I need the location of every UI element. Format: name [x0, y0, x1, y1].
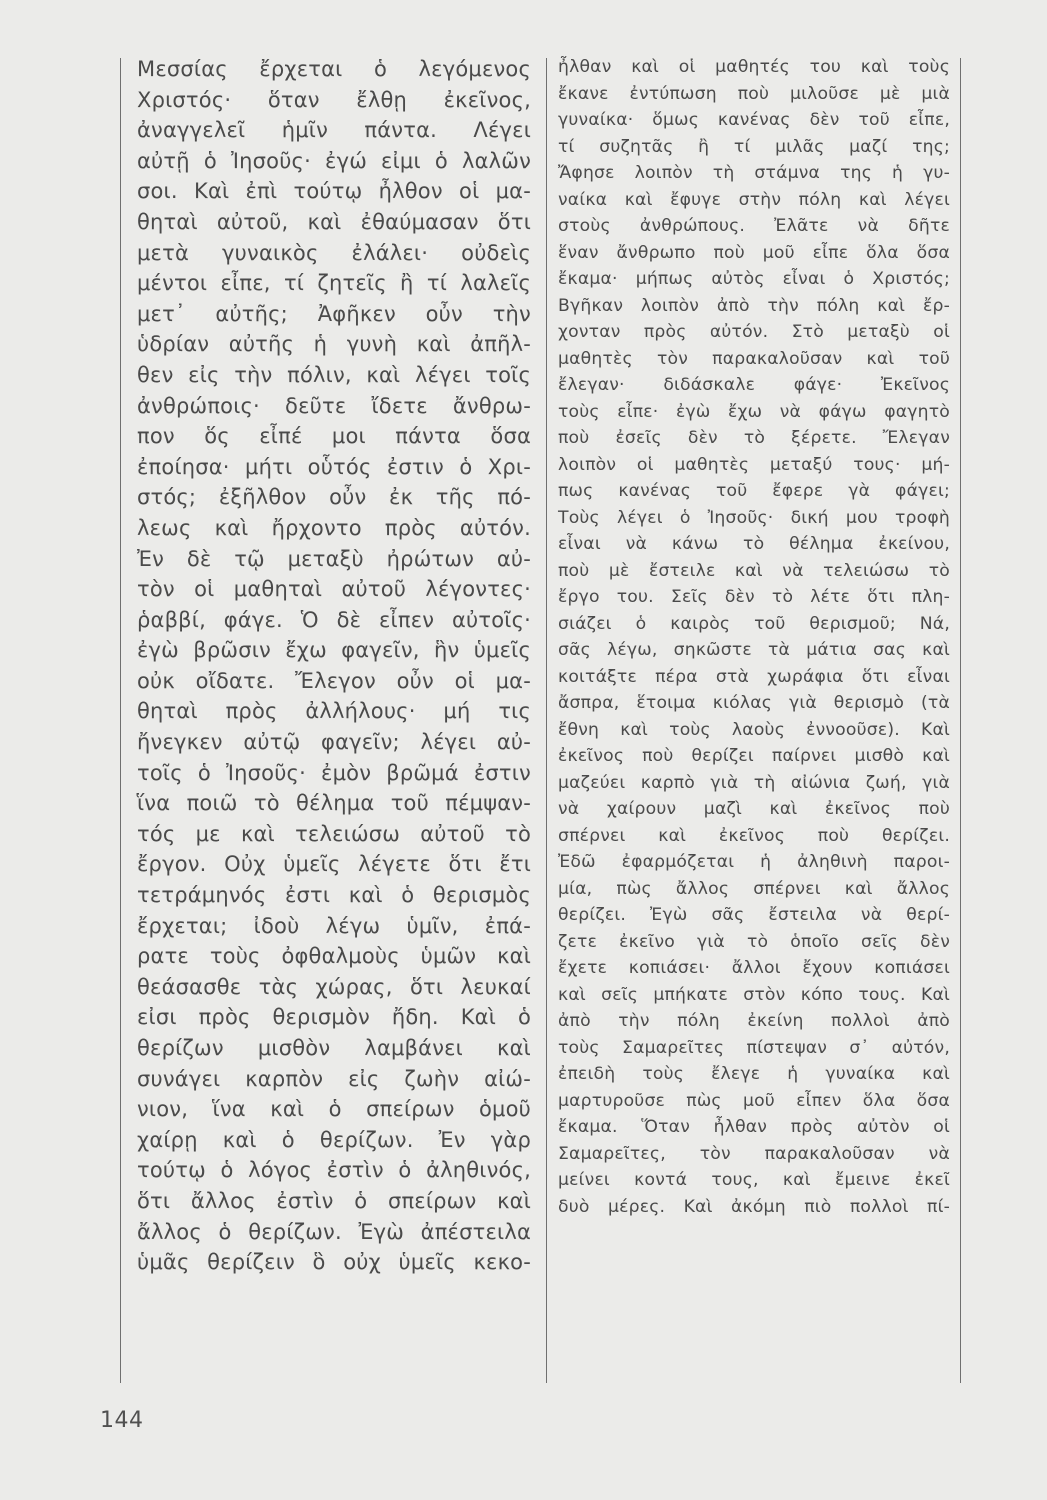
text-line: μετ᾿ αὐτῆς; Ἀφῆκεν οὖν τὴν	[137, 301, 531, 326]
text-line: ρατε τοὺς ὀφθαλμοὺς ὑμῶν καὶ	[137, 944, 531, 969]
text-line: ποὺ ἐσεῖς δὲν τὸ ξέρετε. Ἔλεγαν	[558, 428, 950, 448]
text-line: θεν εἰς τὴν πόλιν, καὶ λέγει τοῖς	[137, 362, 531, 387]
text-line: τοῖς ὁ Ἰησοῦς· ἐμὸν βρῶμά ἐστιν	[137, 760, 531, 785]
text-line: κοιτάξτε πέρα στὰ χωράφια ὅτι εἶναι	[558, 666, 950, 687]
text-line: θερίζων μισθὸν λαμβάνει καὶ	[137, 1036, 531, 1060]
text-line: Μεσσίας ἔρχεται ὁ λεγόμενος	[137, 57, 531, 81]
text-line: τοὺς Σαμαρεῖτες πίστεψαν σ᾿ αὐτόν,	[558, 1037, 950, 1058]
text-line: ἔκανε ἐντύπωση ποὺ μιλοῦσε μὲ μιὰ	[558, 83, 950, 104]
text-line: δυὸ μέρες. Καὶ ἀκόμη πιὸ πολλοὶ πί-	[558, 1196, 950, 1217]
text-line: τούτῳ ὁ λόγος ἐστὶν ὁ ἀληθινός,	[137, 1158, 531, 1183]
text-line: νὰ χαίρουν μαζὶ καὶ ἐκεῖνος ποὺ	[558, 799, 950, 819]
text-line: Χριστός· ὅταν ἔλθῃ ἐκεῖνος,	[137, 87, 531, 112]
text-line: λοιπὸν οἱ μαθητὲς μεταξύ τους· μή-	[558, 454, 950, 475]
text-line: ἐπειδὴ τοὺς ἔλεγε ἡ γυναίκα καὶ	[558, 1064, 950, 1084]
text-line: μέντοι εἶπε, τί ζητεῖς ἢ τί λαλεῖς	[137, 271, 531, 296]
text-line: πως κανένας τοῦ ἔφερε γὰ φάγει;	[558, 481, 950, 501]
text-line: τοὺς εἶπε· ἐγὼ ἔχω νὰ φάγω φαγητὸ	[558, 401, 950, 422]
text-line: ὑμᾶς θερίζειν ὃ οὐχ ὑμεῖς κεκο-	[137, 1250, 531, 1275]
text-line: ἔχετε κοπιάσει· ἄλλοι ἔχουν κοπιάσει	[558, 958, 950, 978]
page-number: 144	[100, 1408, 144, 1433]
text-line: θεάσασθε τὰς χώρας, ὅτι λευκαί	[137, 974, 531, 999]
text-line: τετράμηνός ἐστι καὶ ὁ θερισμὸς	[137, 883, 531, 908]
text-line: ἀναγγελεῖ ἡμῖν πάντα. Λέγει	[137, 118, 531, 143]
text-line: ἐγὼ βρῶσιν ἔχω φαγεῖν, ἣν ὑμεῖς	[137, 638, 531, 663]
text-line: θηταὶ πρὸς ἀλλήλους· μή τις	[137, 699, 531, 724]
text-line: μαζεύει καρπὸ γιὰ τὴ αἰώνια ζωή, γιὰ	[558, 772, 950, 793]
text-line: ποὺ μὲ ἔστειλε καὶ νὰ τελειώσω τὸ	[558, 560, 950, 581]
text-line: ἀνθρώποις· δεῦτε ἴδετε ἄνθρω-	[137, 393, 531, 418]
text-line: μείνει κοντά τους, καὶ ἔμεινε ἐκεῖ	[558, 1170, 950, 1190]
text-line: τί συζητᾶς ἢ τί μιλᾶς μαζί της;	[558, 136, 950, 157]
text-line: ἔκαμα· μήπως αὐτὸς εἶναι ὁ Χριστός;	[558, 269, 950, 289]
text-line: μαθητὲς τὸν παρακαλοῦσαν καὶ τοῦ	[558, 348, 950, 369]
text-line: εἰσι πρὸς θερισμὸν ἤδη. Καὶ ὁ	[137, 1005, 531, 1030]
text-line: Ἐν δὲ τῷ μεταξὺ ἠρώτων αὐ-	[137, 546, 531, 571]
left-column-ancient-greek-text	[137, 54, 531, 1278]
right-margin-rule	[960, 58, 961, 1383]
text-line: ἕναν ἄνθρωπο ποὺ μοῦ εἶπε ὅλα ὅσα	[558, 242, 950, 263]
text-line: εἶναι νὰ κάνω τὸ θέλημα ἐκείνου,	[558, 534, 950, 554]
text-line: θερίζει. Ἐγὼ σᾶς ἔστειλα νὰ θερί-	[558, 905, 950, 925]
text-line: χαίρῃ καὶ ὁ θερίζων. Ἐν γὰρ	[137, 1127, 531, 1152]
text-line: μαρτυροῦσε πὼς μοῦ εἶπεν ὅλα ὅσα	[558, 1090, 950, 1111]
text-line: ἔθνη καὶ τοὺς λαοὺς ἐννοοῦσε). Καὶ	[558, 719, 950, 740]
text-line: χονταν πρὸς αὐτόν. Στὸ μεταξὺ οἱ	[558, 322, 950, 342]
text-line: λεως καὶ ἤρχοντο πρὸς αὐτόν.	[137, 515, 531, 540]
text-line: ὑδρίαν αὐτῆς ἡ γυνὴ καὶ ἀπῆλ-	[137, 332, 531, 357]
text-line: ἄλλος ὁ θερίζων. Ἐγὼ ἀπέστειλα	[137, 1219, 531, 1244]
column-divider-rule	[546, 58, 547, 1383]
text-line: ζετε ἐκεῖνο γιὰ τὸ ὁποῖο σεῖς δὲν	[558, 931, 950, 952]
text-line: στοὺς ἀνθρώπους. Ἐλᾶτε νὰ δῆτε	[558, 216, 950, 236]
text-line: σπέρνει καὶ ἐκεῖνος ποὺ θερίζει.	[558, 825, 950, 846]
text-line: ἔρχεται; ἰδοὺ λέγω ὑμῖν, ἐπά-	[137, 913, 531, 938]
text-line: Βγῆκαν λοιπὸν ἀπὸ τὴν πόλη καὶ ἔρ-	[558, 295, 950, 316]
text-line: τός με καὶ τελειώσω αὐτοῦ τὸ	[137, 821, 531, 846]
text-line: συνάγει καρπὸν εἰς ζωὴν αἰώ-	[137, 1066, 531, 1091]
text-line: ἔργον. Οὐχ ὑμεῖς λέγετε ὅτι ἔτι	[137, 852, 531, 877]
text-line: ἐποίησα· μήτι οὗτός ἐστιν ὁ Χρι-	[137, 454, 531, 479]
text-line: μετὰ γυναικὸς ἐλάλει· οὐδεὶς	[137, 240, 531, 265]
text-line: Σαμαρεῖτες, τὸν παρακαλοῦσαν νὰ	[558, 1143, 950, 1164]
left-margin-rule	[120, 58, 121, 1383]
text-line: τὸν οἱ μαθηταὶ αὐτοῦ λέγοντες·	[137, 577, 531, 602]
text-line: ἔλεγαν· διδάσκαλε φάγε· Ἐκεῖνος	[558, 375, 950, 395]
text-line: Τοὺς λέγει ὁ Ἰησοῦς· δική μου τροφὴ	[558, 507, 950, 528]
text-line: Ἐδῶ ἐφαρμόζεται ἡ ἀληθινὴ παροι-	[558, 852, 950, 872]
text-line: ἦλθαν καὶ οἱ μαθητές του καὶ τοὺς	[558, 57, 950, 77]
text-line: ἵνα ποιῶ τὸ θέλημα τοῦ πέμψαν-	[137, 791, 531, 816]
text-line: ἔργο του. Σεῖς δὲν τὸ λέτε ὅτι πλη-	[558, 587, 950, 607]
text-line: αὐτῇ ὁ Ἰησοῦς· ἐγώ εἰμι ὁ λαλῶν	[137, 148, 531, 173]
text-line: ἀπὸ τὴν πόλη ἐκείνη πολλοὶ ἀπὸ	[558, 1011, 950, 1031]
text-line: οὐκ οἴδατε. Ἔλεγον οὖν οἱ μα-	[137, 668, 531, 693]
text-line: σᾶς λέγω, σηκῶστε τὰ μάτια σας καὶ	[558, 640, 950, 660]
text-line: σιάζει ὁ καιρὸς τοῦ θερισμοῦ; Νά,	[558, 613, 950, 634]
text-line: ἄσπρα, ἕτοιμα κιόλας γιὰ θερισμὸ (τὰ	[558, 693, 950, 713]
text-line: στός; ἐξῆλθον οὖν ἐκ τῆς πό-	[137, 485, 531, 510]
text-line: ἔκαμα. Ὅταν ἦλθαν πρὸς αὐτὸν οἱ	[558, 1117, 950, 1137]
text-line: ῥαββί, φάγε. Ὁ δὲ εἶπεν αὐτοῖς·	[137, 607, 531, 632]
text-line: Ἄφησε λοιπὸν τὴ στάμνα της ἡ γυ-	[558, 163, 950, 183]
text-line: σοι. Καὶ ἐπὶ τούτῳ ἦλθον οἱ μα-	[137, 179, 531, 204]
text-line: ἐκεῖνος ποὺ θερίζει παίρνει μισθὸ καὶ	[558, 746, 950, 766]
text-line: καὶ σεῖς μπήκατε στὸν κόπο τους. Καὶ	[558, 984, 950, 1005]
text-line: ἤνεγκεν αὐτῷ φαγεῖν; λέγει αὐ-	[137, 730, 531, 755]
text-line: ὅτι ἄλλος ἐστὶν ὁ σπείρων καὶ	[137, 1188, 531, 1213]
text-line: μία, πὼς ἄλλος σπέρνει καὶ ἄλλος	[558, 878, 950, 899]
right-column-modern-greek-translation	[558, 54, 950, 1220]
text-line: θηταὶ αὐτοῦ, καὶ ἐθαύμασαν ὅτι	[137, 209, 531, 234]
text-line: πον ὅς εἶπέ μοι πάντα ὅσα	[137, 424, 531, 449]
text-line: ναίκα καὶ ἔφυγε στὴν πόλη καὶ λέγει	[558, 189, 950, 210]
text-line: νιον, ἵνα καὶ ὁ σπείρων ὁμοῦ	[137, 1097, 531, 1122]
text-line: γυναίκα· ὅμως κανένας δὲν τοῦ εἶπε,	[558, 110, 950, 130]
